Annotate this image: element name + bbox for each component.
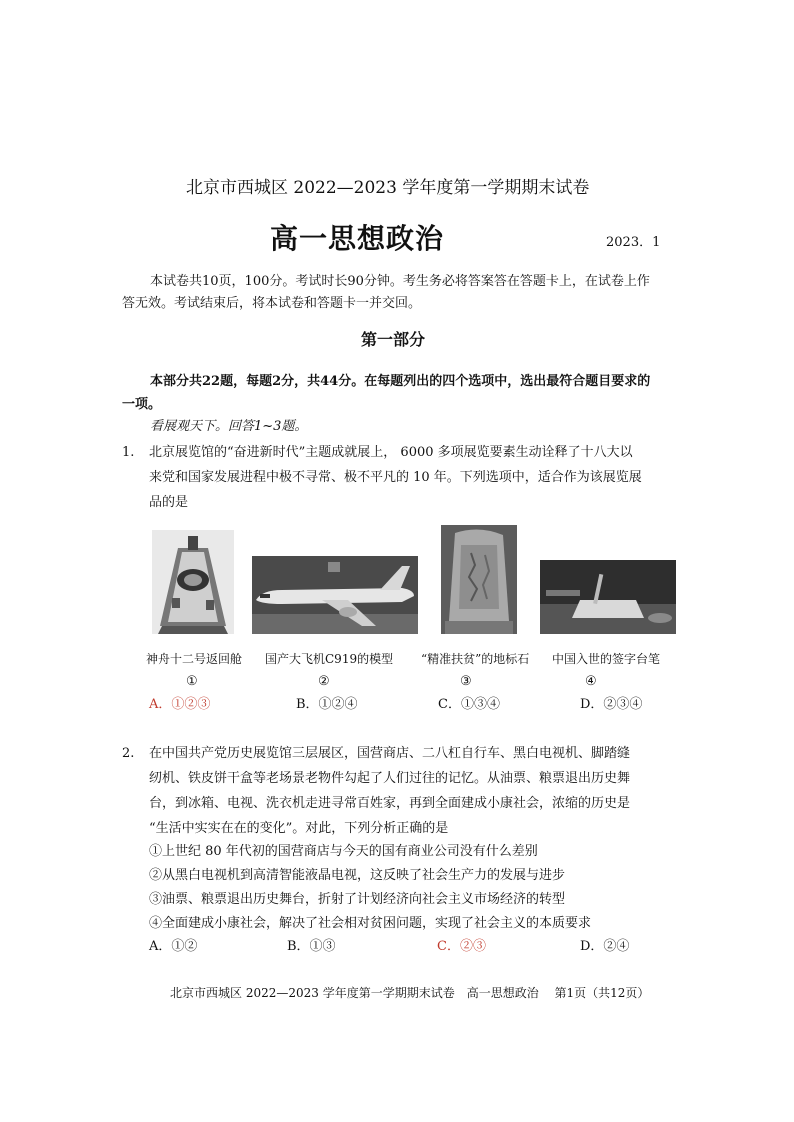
q2-number: 2. [122,746,135,761]
q1-number: 1. [122,445,135,460]
q2-line-1: 在中国共产党历史展览馆三层展区，国营商店、二八杠自行车、黑白电视机、脚踏缝 [149,746,631,761]
q2-line-3: 台，到冰箱、电视、洗衣机走进寻常百姓家，再到全面建成小康社会，浓缩的历史是 [149,796,631,811]
exam-title: 北京市西城区 2022—2023 学年度第一学期期末试卷 [186,178,590,198]
q2-option-b[interactable]: B．①③ [287,939,336,954]
q1-option-c[interactable]: C．①③④ [438,697,500,712]
part-intro-line-1: 本部分共22题，每题2分，共44分。在每题列出的四个选项中，选出最符合题目要求的 [150,374,651,389]
q1-option-d[interactable]: D．②③④ [580,697,643,712]
instructions-line-1: 本试卷共10页，100分。考试时长90分钟。考生务必将答案答在答题卡上，在试卷上作 [150,274,650,289]
group-intro: 看展观天下。回答1~3题。 [150,419,308,434]
q1-option-b[interactable]: B．①②④ [296,697,358,712]
instructions-line-2: 答无效。考试结束后，将本试卷和答题卡一并交回。 [122,296,422,311]
q1-image-caption-4: 中国入世的签字台笔 [552,652,661,666]
part-title: 第一部分 [361,330,426,349]
q2-option-d[interactable]: D．②④ [580,939,630,954]
exam-date: 2023．1 [606,235,661,250]
q1-image-caption-1: 神舟十二号返回舱 [146,652,243,666]
poverty-alleviation-stone-photo [441,525,517,634]
q1-line-1: 北京展览馆的“奋进新时代”主题成就展上， 6000 多项展览要素生动诠释了十八大以 [149,445,633,460]
part-intro-line-2: 一项。 [122,397,162,412]
q2-statement-1: ①上世纪 80 年代初的国营商店与今天的国有商业公司没有什么差别 [149,844,538,859]
signing-desk-pen-photo [540,560,676,634]
q1-image-caption-2: 国产大飞机C919的模型 [265,652,394,666]
q2-option-a[interactable]: A．①② [149,939,198,954]
q1-image-mark-2: ② [318,674,330,689]
q2-line-4: “生活中实实在在的变化”。对此，下列分析正确的是 [149,821,449,836]
q2-statement-2: ②从黑白电视机到高清智能液晶电视，这反映了社会生产力的发展与进步 [149,868,566,883]
c919-model-photo [252,556,418,634]
page-footer: 北京市西城区 2022—2023 学年度第一学期期末试卷 高一思想政治 第1页（共12页） [170,986,650,1000]
q2-statement-4: ④全面建成小康社会，解决了社会相对贫困问题，实现了社会主义的本质要求 [149,916,592,931]
q1-option-a[interactable]: A．①②③ [149,697,211,712]
q1-image-mark-1: ① [186,674,198,689]
q1-image-mark-3: ③ [460,674,472,689]
q2-statement-3: ③油票、粮票退出历史舞台，折射了计划经济向社会主义市场经济的转型 [149,892,566,907]
q2-line-2: 纫机、铁皮饼干盒等老场景老物件勾起了人们过往的记忆。从油票、粮票退出历史舞 [149,771,631,786]
q1-line-2: 来党和国家发展进程中极不寻常、极不平凡的 10 年。下列选项中，适合作为该展览展 [149,470,642,485]
q1-image-caption-3: “精准扶贫”的地标石 [421,652,530,666]
shenzhou-capsule-photo [152,530,234,634]
q1-line-3: 品的是 [149,495,189,510]
q1-image-mark-4: ④ [585,674,597,689]
q2-option-c[interactable]: C．②③ [437,939,486,954]
subject-title: 高一思想政治 [270,222,445,255]
